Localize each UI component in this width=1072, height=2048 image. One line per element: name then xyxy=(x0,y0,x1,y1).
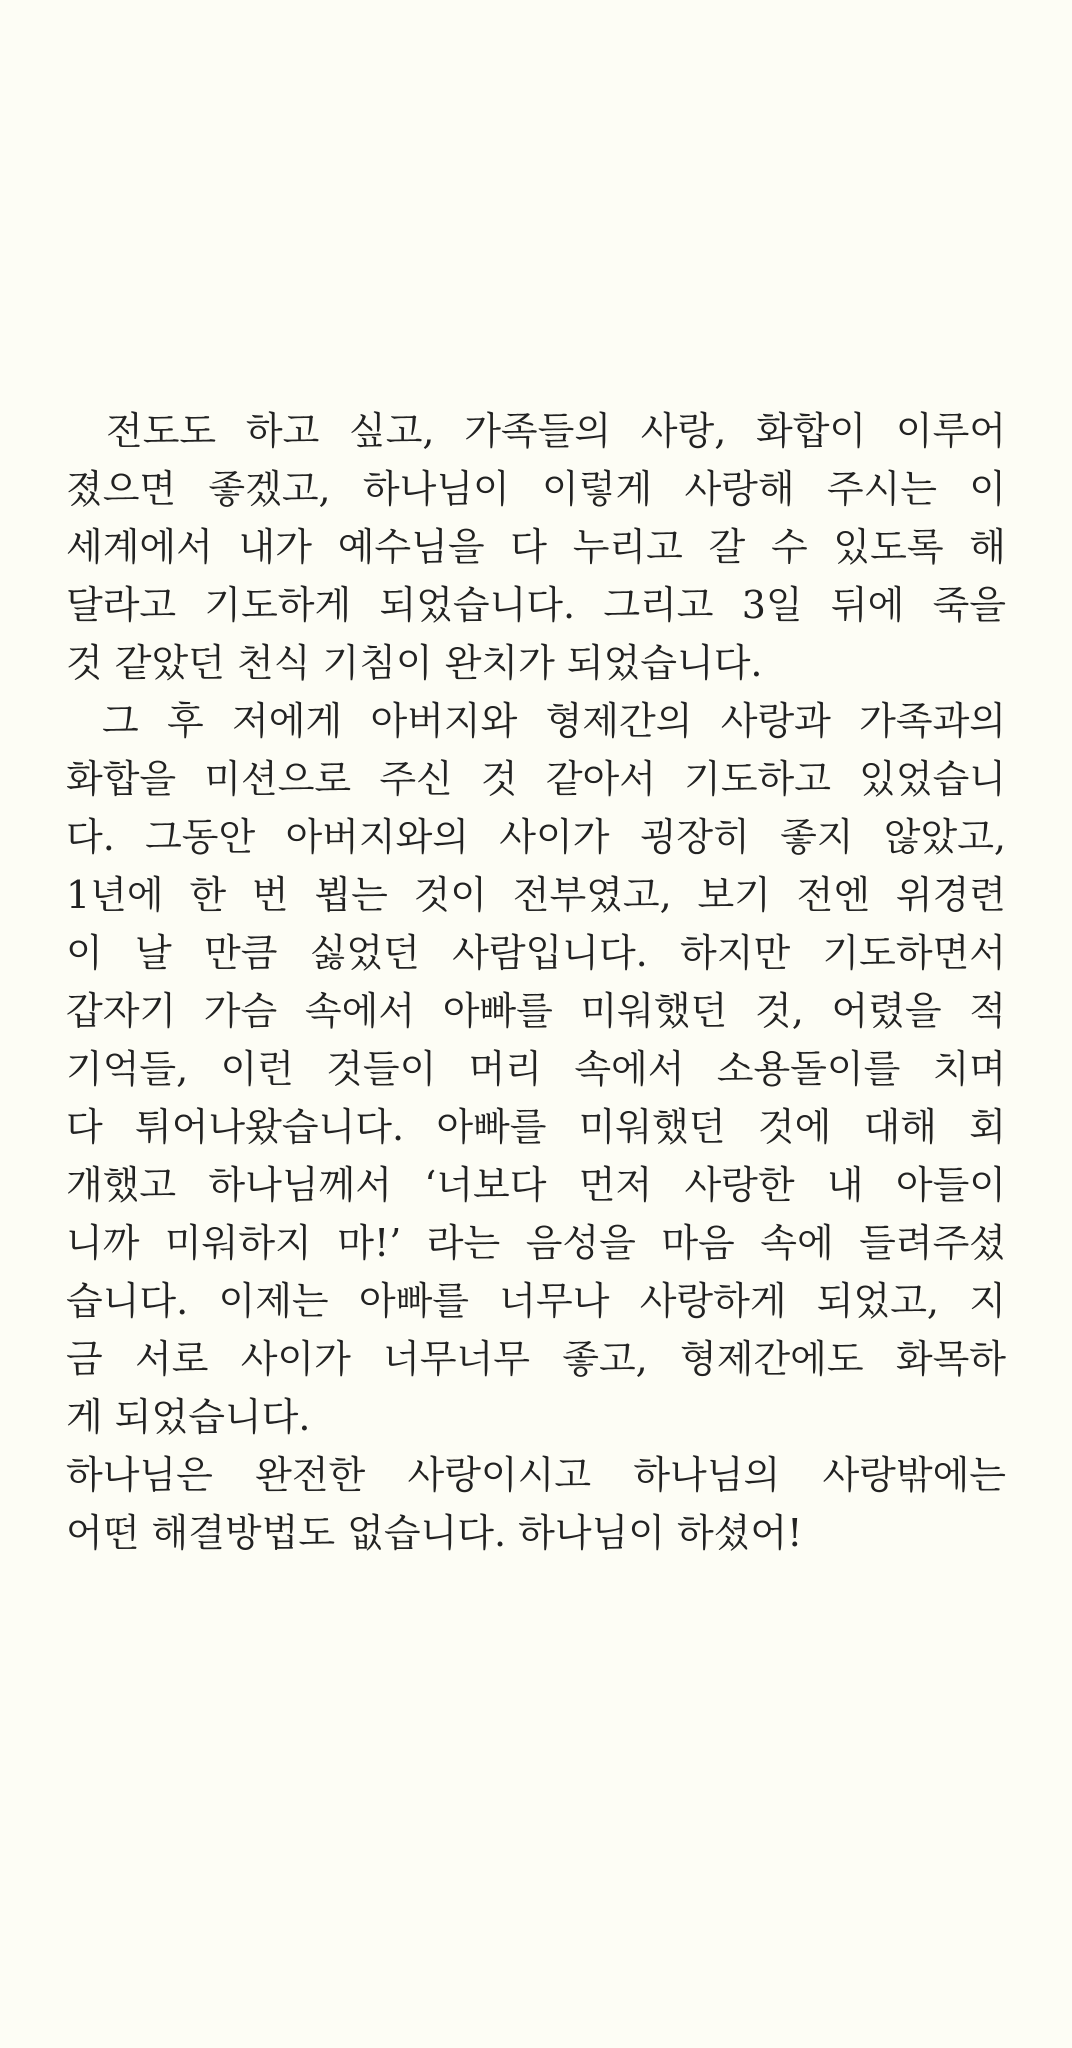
text-line-18: 게 되었습니다. xyxy=(66,1395,311,1439)
text-line-9: 1년에 한 번 뵙는 것이 전부였고, 보기 전엔 위경련 xyxy=(66,873,1006,917)
text-line-15: 니까 미워하지 마!’ 라는 음성을 마음 속에 들려주셨 xyxy=(66,1221,1006,1265)
text-line-16: 습니다. 이제는 아빠를 너무나 사랑하게 되었고, 지 xyxy=(66,1279,1006,1323)
text-line-7: 화합을 미션으로 주신 것 같아서 기도하고 있었습니 xyxy=(66,757,1006,801)
text-line-17: 금 서로 사이가 너무너무 좋고, 형제간에도 화목하 xyxy=(66,1337,1006,1381)
text-line-6: 그 후 저에게 아버지와 형제간의 사랑과 가족과의 xyxy=(102,699,1006,743)
text-line-19: 하나님은 완전한 사랑이시고 하나님의 사랑밖에는 xyxy=(66,1453,1006,1497)
testimony-text xyxy=(66,402,1006,1562)
text-line-12: 기억들, 이런 것들이 머리 속에서 소용돌이를 치며 xyxy=(66,1047,1006,1091)
text-line-4: 달라고 기도하게 되었습니다. 그리고 3일 뒤에 죽을 xyxy=(66,583,1006,627)
text-line-10: 이 날 만큼 싫었던 사람입니다. 하지만 기도하면서 xyxy=(66,931,1006,975)
text-line-8: 다. 그동안 아버지와의 사이가 굉장히 좋지 않았고, xyxy=(66,815,1006,859)
text-line-1: 전도도 하고 싶고, 가족들의 사랑, 화합이 이루어 xyxy=(106,409,1006,453)
text-line-2: 졌으면 좋겠고, 하나님이 이렇게 사랑해 주시는 이 xyxy=(66,467,1006,511)
text-line-20: 어떤 해결방법도 없습니다. 하나님이 하셨어! xyxy=(66,1511,803,1555)
text-line-11: 갑자기 가슴 속에서 아빠를 미워했던 것, 어렸을 적 xyxy=(66,989,1006,1033)
text-line-5: 것 같았던 천식 기침이 완치가 되었습니다. xyxy=(66,641,763,685)
text-line-13: 다 튀어나왔습니다. 아빠를 미워했던 것에 대해 회 xyxy=(66,1105,1006,1149)
text-line-14: 개했고 하나님께서 ‘너보다 먼저 사랑한 내 아들이 xyxy=(66,1163,1006,1207)
text-line-3: 세계에서 내가 예수님을 다 누리고 갈 수 있도록 해 xyxy=(66,525,1006,569)
